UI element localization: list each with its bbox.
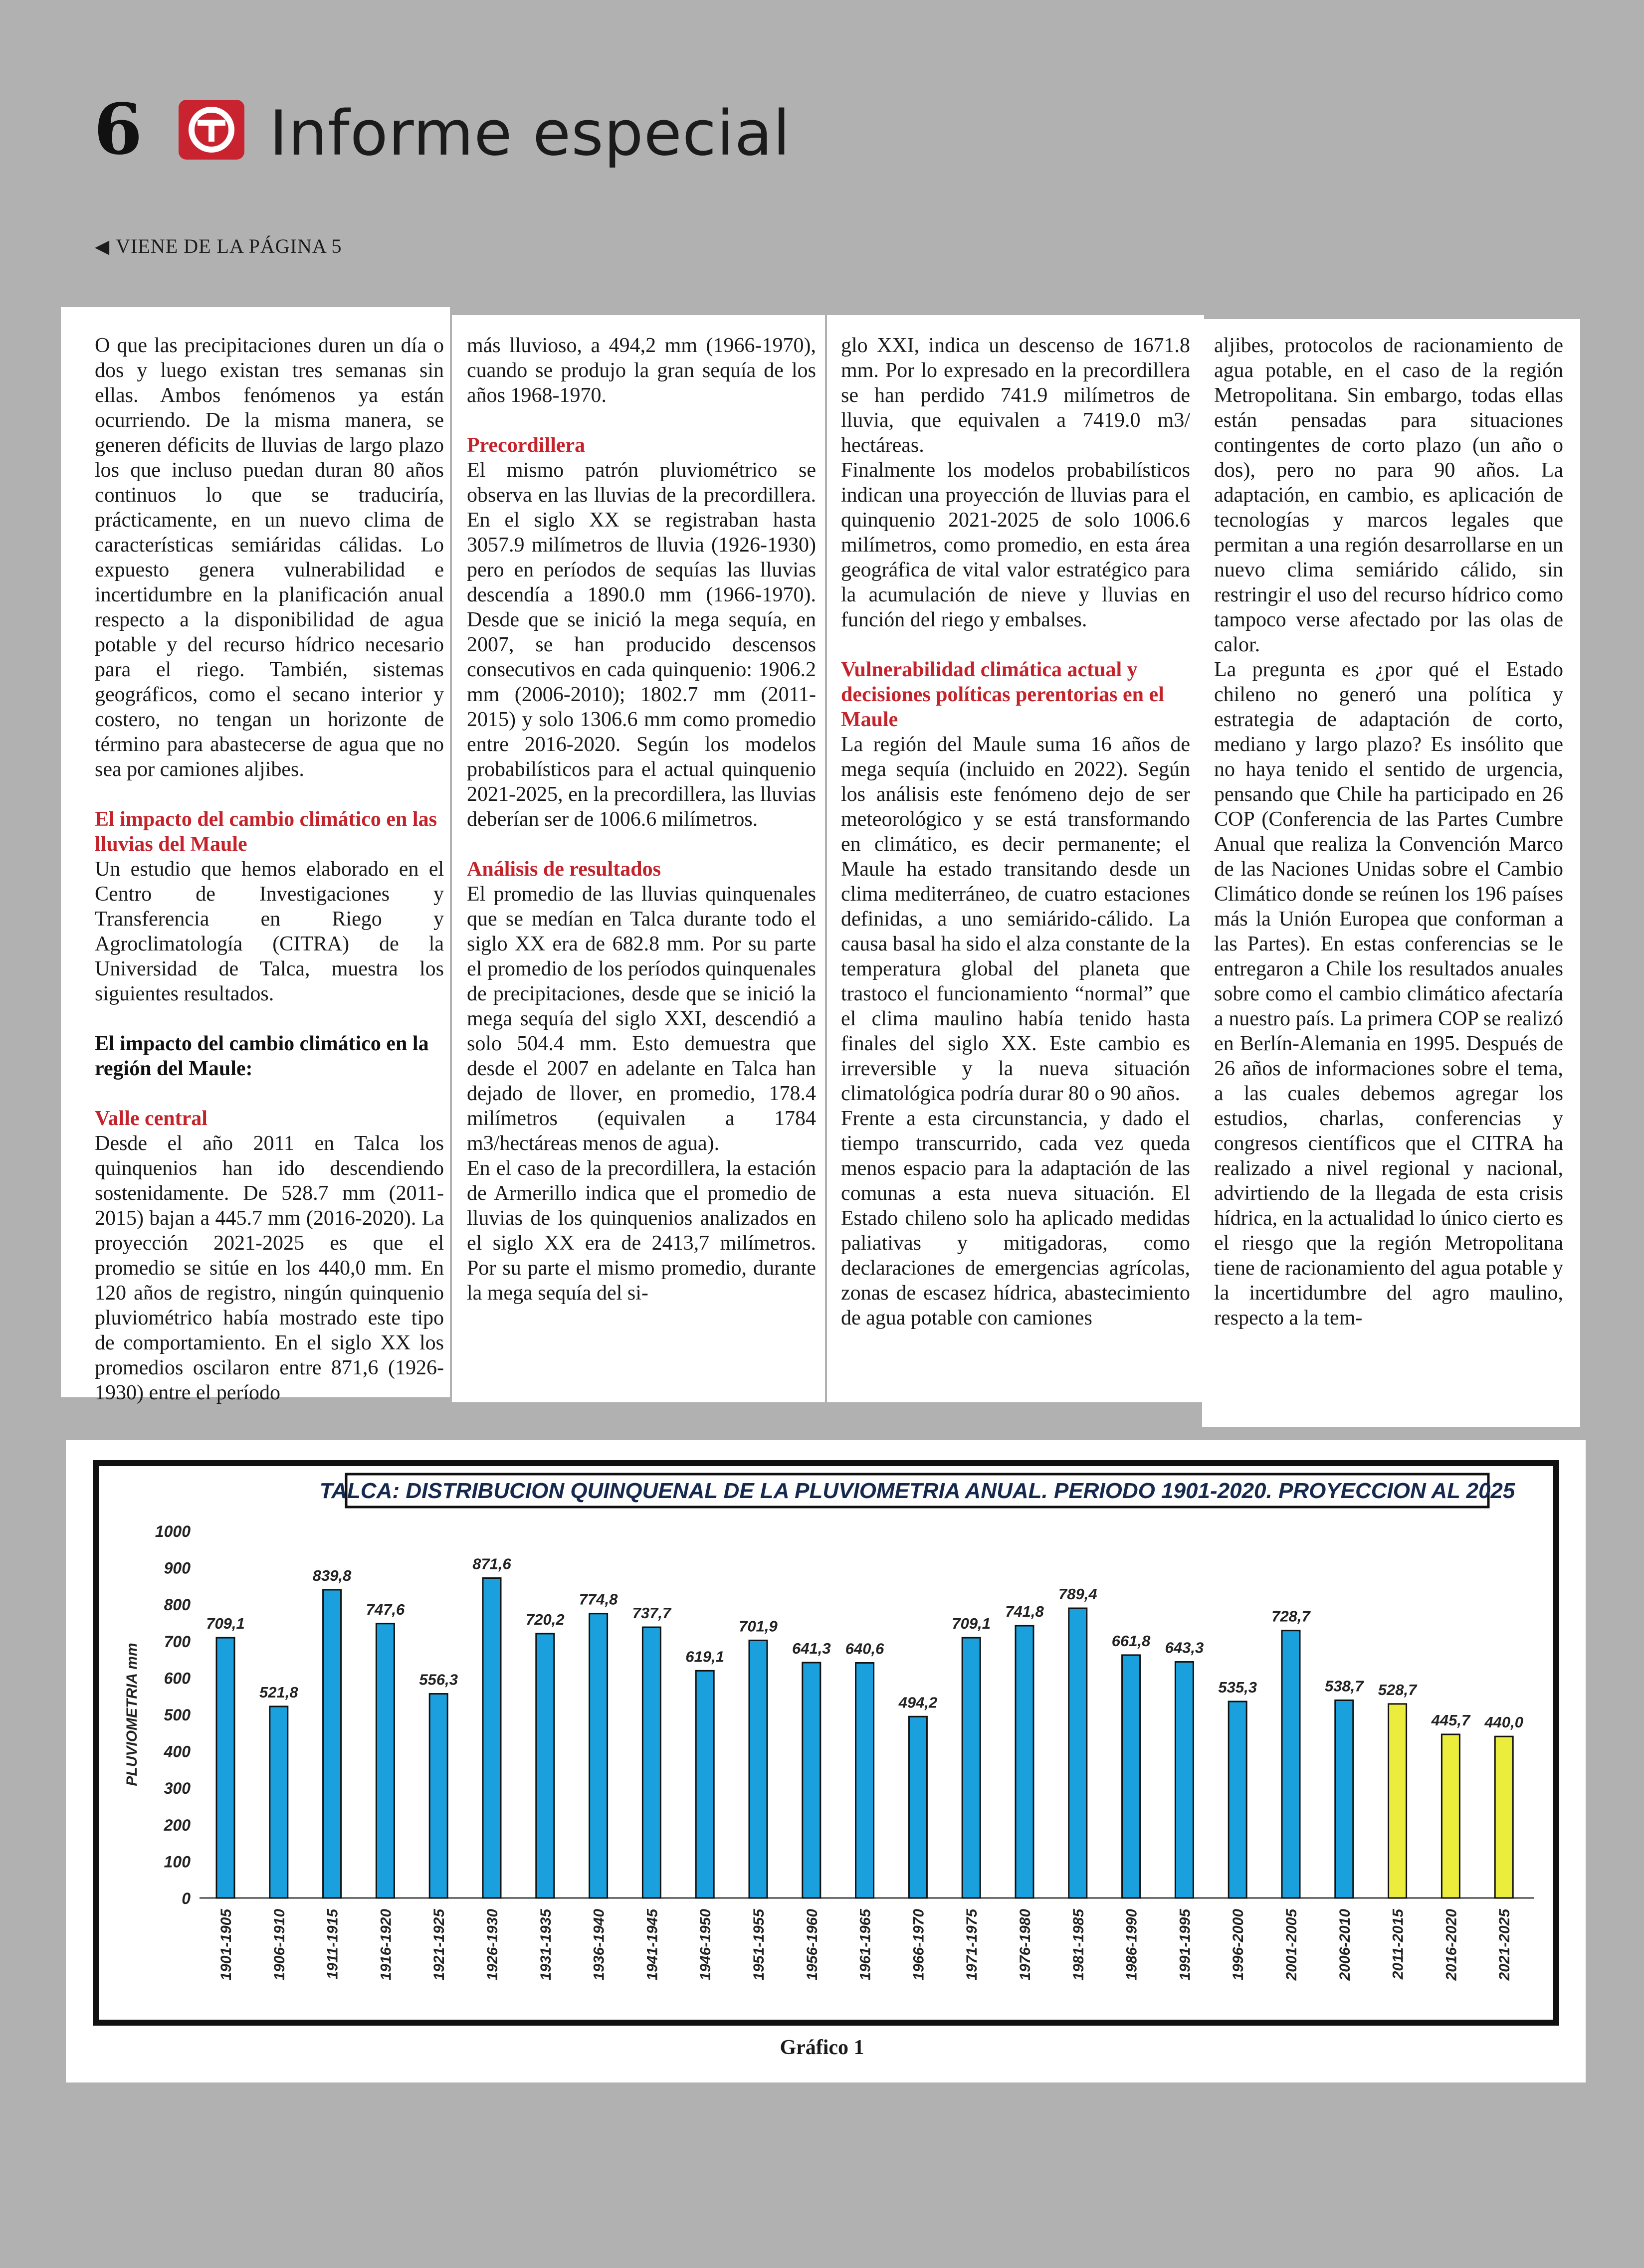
bar-1921-1925 xyxy=(429,1694,447,1898)
data-label: 643,3 xyxy=(1165,1639,1204,1657)
x-tick-label: 1916-1920 xyxy=(378,1909,395,1981)
subheading: Vulnerabilidad climática actual y decisiones políticas perentorias en el Maule xyxy=(841,658,1164,731)
bar-1976-1980 xyxy=(1016,1626,1033,1898)
bar-1996-2000 xyxy=(1229,1701,1246,1898)
subheading: Análisis de resultados xyxy=(467,858,661,881)
chart-svg xyxy=(92,1459,1560,2027)
body-paragraph: La región del Maule suma 16 años de mega sequía (incluido en 2022). Según los análisis este fenómeno dejo de ser meteorológico y se está transformando en climático, es decir permanente; el Maule ha estado transitando desde un clima mediterráneo, de cuatro estaciones definidas, a uno semiárido-cálido. La causa basal ha sido el alza constante de la temperatura global del planeta que trastoco el funcionamiento “normal” que el clima maulino había tenido hasta finales del siglo XX. Este cambio es irreversible y la nueva situación climatológica podría durar 80 o 90 años. xyxy=(841,733,1190,1105)
article-column-3-text xyxy=(841,333,1190,1330)
x-tick-label: 1951-1955 xyxy=(751,1909,767,1981)
x-tick-label: 2001-2005 xyxy=(1283,1909,1300,1981)
data-label: 521,8 xyxy=(259,1683,298,1701)
paragraph-gap xyxy=(95,1006,444,1031)
data-label: 528,7 xyxy=(1378,1681,1417,1699)
x-tick-label: 2006-2010 xyxy=(1336,1909,1353,1981)
data-label: 871,6 xyxy=(472,1555,511,1573)
data-label: 737,7 xyxy=(632,1604,671,1622)
body-paragraph: El promedio de las lluvias quinquenales que se medían en Talca durante todo el siglo XX era de 682.8 mm. Por su parte el promedio de los períodos quinquenales de precipitaciones, desde que se inició la mega sequía del siglo XXI, descendió a solo 504.4 mm. Esto demuestra que desde el 2007 en adelante en Talca han dejado de llover, en promedio, 178.4 milímetros (equivalen a 1784 m3/hectáreas menos de agua). xyxy=(467,883,816,1155)
bar-1966-1970 xyxy=(909,1716,927,1898)
bar-1971-1975 xyxy=(962,1638,980,1898)
data-label: 789,4 xyxy=(1058,1585,1097,1603)
bar-1951-1955 xyxy=(749,1640,767,1898)
x-tick-label: 2016-2020 xyxy=(1443,1909,1460,1981)
data-label: 445,7 xyxy=(1431,1711,1470,1729)
y-tick-label: 900 xyxy=(164,1559,191,1577)
x-tick-label: 1961-1965 xyxy=(857,1909,874,1981)
data-label: 641,3 xyxy=(792,1640,831,1658)
x-tick-label: 2021-2025 xyxy=(1496,1909,1513,1981)
data-label: 709,1 xyxy=(206,1615,245,1633)
y-axis-label: PLUVIOMETRIA mm xyxy=(124,1643,140,1786)
y-tick-label: 100 xyxy=(164,1853,191,1871)
article-column-1-text xyxy=(95,333,444,1405)
y-tick-label: 1000 xyxy=(155,1522,191,1540)
bar-2006-2010 xyxy=(1335,1701,1353,1898)
x-tick-label: 1921-1925 xyxy=(431,1909,448,1981)
data-label: 640,6 xyxy=(845,1640,884,1658)
body-paragraph: O que las precipitaciones duren un día o dos y luego existan tres semanas sin ellas. Ambos fenómenos ya están ocurriendo. De la misma manera, se generen déficits de lluvias de largo plazo los que incluso puedan duran 80 años continuos lo que se traduciría, prácticamente, en un nuevo clima de características semiáridas cálidas. Lo expuesto genera vulnerabilidad e incertidumbre en la planificación anual respecto a la disponibilidad de agua potable y del recurso hídrico necesario para el riego. También, sistemas geográficos, como el secano interior y costero, no tengan un horizonte de término para abastecerse de agua que no sea por camiones aljibes. xyxy=(95,334,444,781)
x-tick-label: 2011-2015 xyxy=(1390,1909,1407,1980)
article-column-2 xyxy=(452,315,825,1402)
bar-1946-1950 xyxy=(696,1671,714,1898)
article-column-2-text xyxy=(467,333,816,1306)
paragraph-gap xyxy=(95,1081,444,1106)
bar-1961-1965 xyxy=(856,1663,874,1898)
y-tick-label: 300 xyxy=(164,1779,191,1798)
article-column-1 xyxy=(61,307,450,1404)
diario-logo xyxy=(179,100,244,160)
bar-2001-2005 xyxy=(1282,1631,1300,1898)
data-label: 774,8 xyxy=(579,1590,618,1608)
paragraph-gap xyxy=(841,632,1190,657)
section-title: Informe especial xyxy=(269,98,791,170)
bar-1901-1905 xyxy=(216,1638,234,1898)
article-column-3 xyxy=(827,315,1204,1402)
body-paragraph: En el caso de la precordillera, la estación de Armerillo indica que el promedio de lluvias de los quinquenios analizados en el siglo XX era de 2413,7 milímetros. Por su parte el mismo promedio, durante la mega sequía del si- xyxy=(467,1157,816,1305)
bar-1906-1910 xyxy=(270,1706,288,1898)
body-paragraph: Finalmente los modelos probabilísticos indican una proyección de lluvias para el quinquenio 2021-2025 de solo 1006.6 milímetros, como promedio, en esta área geográfica de vital valor estratégico para la acumulación de nieve y lluvias en función del riego y embalses. xyxy=(841,459,1190,631)
page-number: 6 xyxy=(94,89,143,171)
body-paragraph: La pregunta es ¿por qué el Estado chileno no generó una política y estrategia de adaptación de corto, mediano y largo plazo? Es insólito que no haya tenido el sentido de urgencia, pensando que Chile ha participado en 26 COP (Conferencia de las Partes Cumbre Anual que realiza la Convención Marco de las Naciones Unidas sobre el Cambio Climático donde se reúnen los 196 países más la Unión Europea que conforman a las Partes). En estas conferencias se le entregaron a Chile los resultados anuales sobre como el cambio climático afectaría a nuestro país. La primera COP se realizó en Berlín-Alemania en 1995. Después de 26 años de informaciones sobre el tema, a las cuales debemos agregar los estudios, charlas, conferencias y congresos científicos que el CITRA ha realizado a nivel regional y nacional, advirtiendo de la llegada de esta crisis hídrica, en la actualidad lo único cierto es el riesgo que la región Metropolitana tiene de racionamiento del agua potable y la incertidumbre del agro maulino, respecto a la tem- xyxy=(1214,658,1563,1329)
x-tick-label: 1956-1960 xyxy=(804,1909,821,1981)
x-tick-label: 1946-1950 xyxy=(697,1909,714,1981)
body-paragraph: más lluvioso, a 494,2 mm (1966-1970), cuando se produjo la gran sequía de los años 1968-1970. xyxy=(467,334,816,407)
bar-1931-1935 xyxy=(536,1634,554,1898)
x-tick-label: 1976-1980 xyxy=(1017,1909,1033,1981)
body-paragraph: aljibes, protocolos de racionamiento de agua potable, en el caso de la región Metropolitana. Sin embargo, todas ellas están pensadas para situaciones contingentes de corto plazo (un año o dos), pero no para 90 años. La adaptación, en cambio, es aplicación de tecnologías y marcos legales que permitan a una región desarrollarse en un nuevo clima semiárido cálido, sin restringir el uso del recurso hídrico como tampoco verse afectado por las olas de calor. xyxy=(1214,334,1563,656)
rainfall-bar-chart xyxy=(92,1459,1560,2027)
bar-1981-1985 xyxy=(1069,1608,1087,1898)
data-label: 720,2 xyxy=(526,1610,565,1628)
x-tick-label: 1906-1910 xyxy=(271,1909,288,1981)
x-tick-label: 1971-1975 xyxy=(964,1909,981,1981)
y-tick-label: 400 xyxy=(164,1742,191,1761)
x-tick-label: 1991-1995 xyxy=(1177,1909,1194,1981)
article-column-4 xyxy=(1202,319,1580,1427)
paragraph-gap xyxy=(467,408,816,433)
y-tick-label: 200 xyxy=(164,1816,191,1834)
bar-1916-1920 xyxy=(376,1624,394,1898)
data-label: 701,9 xyxy=(739,1617,778,1635)
data-label: 494,2 xyxy=(898,1694,938,1711)
body-paragraph: Desde el año 2011 en Talca los quinquenios han ido descendiendo sostenidamente. De 528.7 mm (2011-2015) bajan a 445.7 mm (2016-2020). La proyección 2021-2025 es que el promedio se sitúe en los 440,0 mm. En 120 años de registro, ningún quinquenio pluviométrico había mostrado este tipo de comportamiento. En el siglo XX los promedios oscilaron entre 871,6 (1926-1930) entre el período xyxy=(95,1132,444,1404)
y-tick-label: 800 xyxy=(164,1596,191,1614)
x-tick-label: 1966-1970 xyxy=(910,1909,927,1981)
data-label: 661,8 xyxy=(1111,1632,1151,1650)
bar-1991-1995 xyxy=(1175,1662,1193,1898)
bar-1941-1945 xyxy=(642,1627,660,1898)
data-label: 709,1 xyxy=(952,1615,991,1633)
data-label: 839,8 xyxy=(312,1566,352,1584)
data-label: 747,6 xyxy=(366,1600,405,1618)
body-paragraph: Frente a esta circunstancia, y dado el tiempo transcurrido, cada vez queda menos espacio para la adaptación de las comunas a esta nueva situación. El Estado chileno solo ha aplicado medidas paliativas y mitigadoras, como declaraciones de emergencias agrícolas, zonas de escasez hídrica, abastecimiento de agua potable con camiones xyxy=(841,1107,1190,1329)
continued-from-label xyxy=(95,234,342,258)
bar-1956-1960 xyxy=(803,1663,821,1898)
x-tick-label: 1936-1940 xyxy=(591,1909,608,1981)
bar-1986-1990 xyxy=(1122,1655,1140,1898)
article-column-4-text xyxy=(1214,333,1563,1330)
x-tick-label: 1941-1945 xyxy=(644,1909,661,1981)
bar-1936-1940 xyxy=(590,1614,608,1898)
left-triangle-icon: ◀ xyxy=(95,236,110,257)
y-tick-label: 0 xyxy=(182,1890,191,1907)
chart-title: TALCA: DISTRIBUCION QUINQUENAL DE LA PLUVIOMETRIA ANUAL. PERIODO 1901-2020. PROYECCION AL 2025 xyxy=(319,1479,1515,1503)
x-tick-label: 1986-1990 xyxy=(1123,1909,1140,1981)
body-paragraph: Un estudio que hemos elaborado en el Centro de Investigaciones y Transferencia en Riego y Agroclimatología (CITRA) de la Universidad de Talca, muestra los siguientes resultados. xyxy=(95,858,444,1005)
body-paragraph: El mismo patrón pluviométrico se observa en las lluvias de la precordillera. En el siglo XX se registraban hasta 3057.9 milímetros de lluvia (1926-1930) pero en períodos de sequías las lluvias descendía a 1890.0 mm (1966-1970). Desde que se inició la mega sequía, en 2007, se han producido descensos consecutivos en cada quinquenio: 1906.2 mm (2006-2010); 1802.7 mm (2011-2015) y solo 1306.6 mm como promedio entre 2016-2020. Según los modelos probabilísticos para el actual quinquenio 2021-2025, en la precordillera, las lluvias deberían ser de 1006.6 milímetros. xyxy=(467,459,816,831)
data-label: 741,8 xyxy=(1005,1603,1044,1621)
x-tick-label: 1931-1935 xyxy=(537,1909,554,1981)
x-tick-label: 1981-1985 xyxy=(1070,1909,1087,1981)
subheading: Valle central xyxy=(95,1107,207,1130)
bar-2011-2015 xyxy=(1389,1704,1407,1898)
x-tick-label: 1996-2000 xyxy=(1230,1909,1247,1981)
y-tick-label: 600 xyxy=(164,1669,191,1688)
paragraph-gap xyxy=(467,832,816,857)
y-tick-label: 700 xyxy=(164,1632,191,1651)
figure-caption: Gráfico 1 xyxy=(780,2036,864,2059)
bar-2021-2025 xyxy=(1495,1736,1513,1898)
body-paragraph: glo XXI, indica un descenso de 1671.8 mm. Por lo expresado en la precordillera se han perdido 741.9 milímetros de lluvia, que equivalen a 7419.0 m3/ hectáreas. xyxy=(841,334,1190,457)
data-label: 619,1 xyxy=(685,1648,724,1666)
continued-from-text: VIENE DE LA PÁGINA 5 xyxy=(116,235,342,257)
data-label: 535,3 xyxy=(1218,1679,1257,1697)
subheading: El impacto del cambio climático en las lluvias del Maule xyxy=(95,808,437,856)
bar-1926-1930 xyxy=(483,1578,501,1898)
x-tick-label: 1911-1915 xyxy=(324,1909,341,1980)
x-tick-label: 1901-1905 xyxy=(218,1909,234,1981)
data-label: 728,7 xyxy=(1271,1607,1310,1625)
data-label: 440,0 xyxy=(1484,1713,1523,1731)
y-tick-label: 500 xyxy=(164,1706,191,1724)
data-label: 538,7 xyxy=(1325,1677,1364,1695)
bar-2016-2020 xyxy=(1441,1734,1459,1898)
paragraph-gap xyxy=(95,782,444,807)
subheading: Precordillera xyxy=(467,434,586,457)
data-label: 556,3 xyxy=(419,1671,458,1689)
bar-1911-1915 xyxy=(323,1590,341,1898)
subheading: El impacto del cambio climático en la región del Maule: xyxy=(95,1032,429,1080)
x-tick-label: 1926-1930 xyxy=(484,1909,501,1981)
